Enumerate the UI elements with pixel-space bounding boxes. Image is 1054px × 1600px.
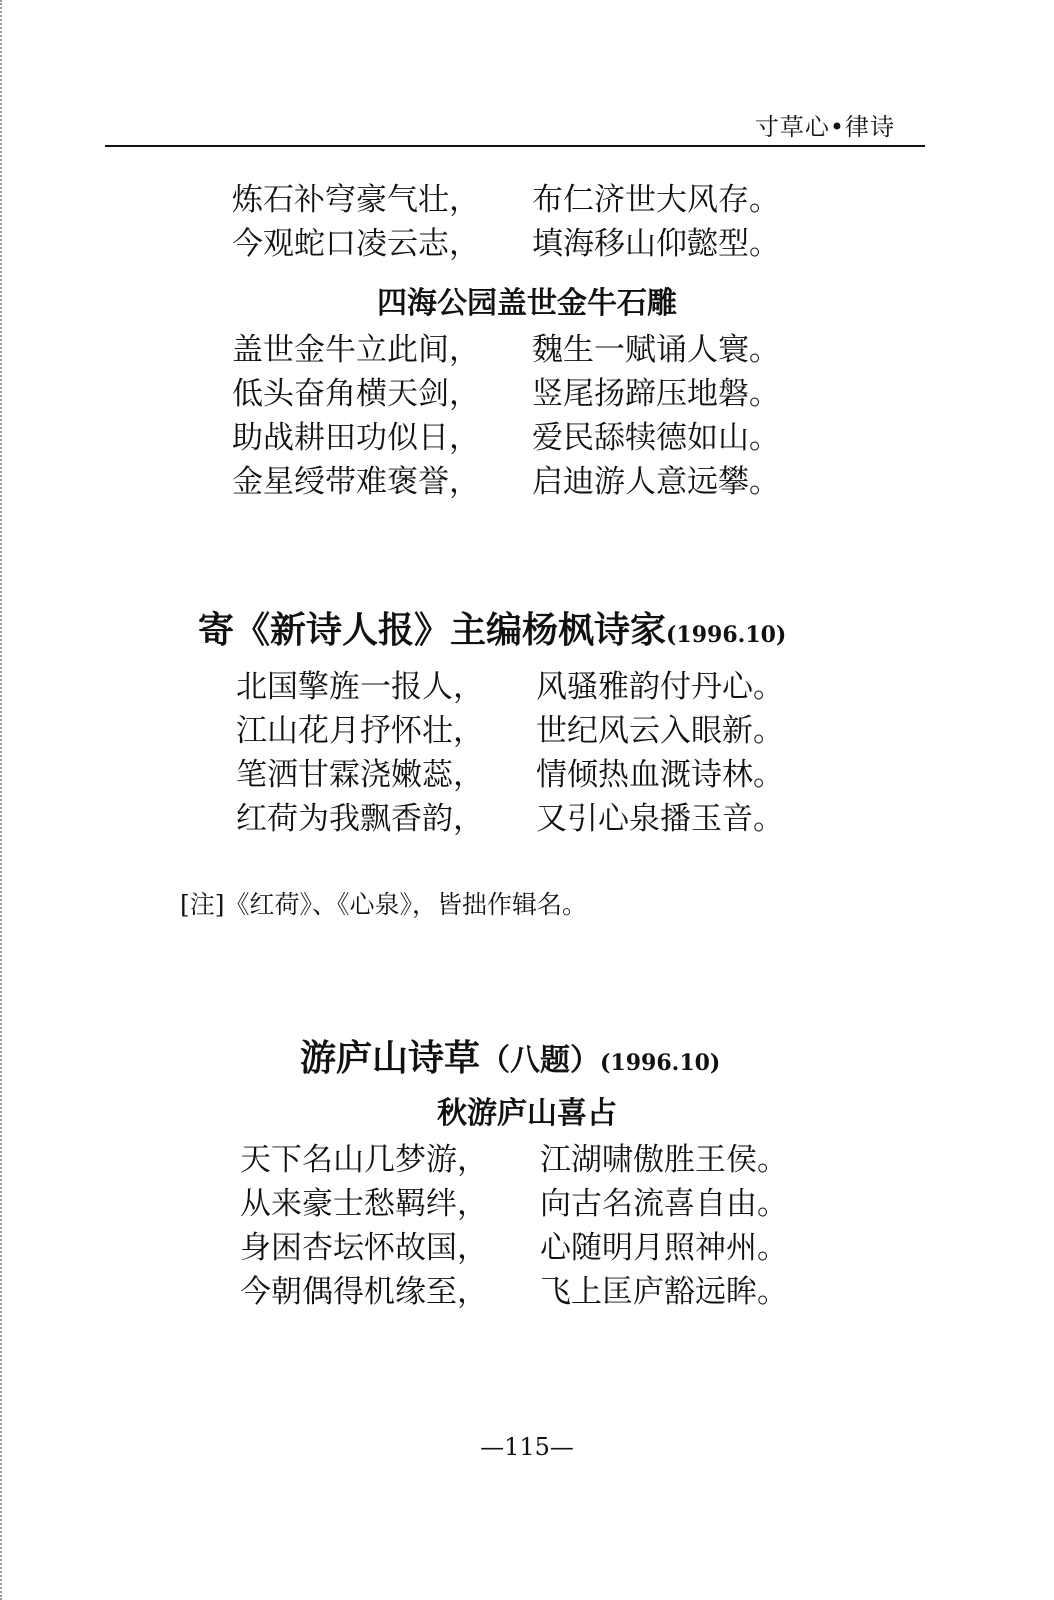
second-half-line: 风骚雅韵付丹心。 xyxy=(536,669,784,705)
poem-title xyxy=(198,602,786,653)
first-half-line: 金星绶带难褒誉， xyxy=(232,464,480,500)
poem-title-text: 游庐山诗草 xyxy=(300,1037,481,1079)
first-half-line: 笔洒甘霖浇嫩蕊， xyxy=(236,757,484,793)
poem-line xyxy=(0,797,1054,841)
poem-note: [注]《红荷》、《心泉》，皆拙作辑名。 xyxy=(180,890,588,919)
second-half-line: 心随明月照神州。 xyxy=(540,1230,788,1266)
first-half-line: 天下名山几梦游， xyxy=(240,1142,488,1178)
poem-line xyxy=(0,665,1054,709)
first-half-line: 今朝偶得机缘至， xyxy=(240,1274,488,1310)
second-half-line: 布仁济世大风存。 xyxy=(532,182,780,218)
top-poem xyxy=(0,178,1054,266)
poem-line xyxy=(0,416,1054,460)
poem-line xyxy=(0,222,1054,266)
poem-subtitle: 秋游庐山喜占 xyxy=(437,1096,617,1131)
poem-title-suffix: （八题） xyxy=(480,1043,601,1078)
second-half-line: 爱民舔犊德如山。 xyxy=(532,420,780,456)
first-half-line: 红荷为我飘香韵， xyxy=(236,801,484,837)
second-half-line: 填海移山仰懿型。 xyxy=(532,226,780,262)
poem-date: (1996.10) xyxy=(666,622,787,648)
poem-line xyxy=(0,460,1054,504)
first-half-line: 助战耕田功似日， xyxy=(232,420,480,456)
first-half-line: 北国擎旌一报人， xyxy=(236,669,484,705)
second-half-line: 情倾热血溉诗林。 xyxy=(536,757,784,793)
poem-line xyxy=(0,1270,1054,1314)
running-header xyxy=(105,103,925,147)
first-half-line: 低头奋角横天剑， xyxy=(232,376,480,412)
poem-line xyxy=(0,328,1054,372)
page-number: —115— xyxy=(480,1433,574,1461)
poem-line xyxy=(0,372,1054,416)
poem-line xyxy=(0,1138,1054,1182)
poem-title xyxy=(300,1030,720,1081)
first-half-line: 盖世金牛立此间， xyxy=(232,332,480,368)
poem-lushan xyxy=(0,1090,1054,1314)
poem-bull xyxy=(0,280,1054,504)
poem-line xyxy=(0,753,1054,797)
poem-subtitle: 四海公园盖世金牛石雕 xyxy=(377,286,677,321)
second-half-line: 又引心泉播玉音。 xyxy=(536,801,784,837)
running-title: 寸草心•律诗 xyxy=(754,113,895,141)
second-half-line: 飞上匡庐豁远眸。 xyxy=(540,1274,788,1310)
poem-title-text: 寄《新诗人报》主编杨枫诗家 xyxy=(198,609,667,651)
second-half-line: 向古名流喜自由。 xyxy=(540,1186,788,1222)
second-half-line: 江湖啸傲胜王侯。 xyxy=(540,1142,788,1178)
first-half-line: 身困杏坛怀故国， xyxy=(240,1230,488,1266)
first-half-line: 从来豪士愁羁绊， xyxy=(240,1186,488,1222)
poem-editor xyxy=(0,665,1054,841)
second-half-line: 竖尾扬蹄压地磐。 xyxy=(532,376,780,412)
first-half-line: 江山花月抒怀壮， xyxy=(236,713,484,749)
poem-line xyxy=(0,1182,1054,1226)
poem-line xyxy=(0,178,1054,222)
second-half-line: 世纪风云入眼新。 xyxy=(536,713,784,749)
poem-line xyxy=(0,709,1054,753)
second-half-line: 启迪游人意远攀。 xyxy=(532,464,780,500)
second-half-line: 魏生一赋诵人寰。 xyxy=(532,332,780,368)
first-half-line: 炼石补穹豪气壮， xyxy=(232,182,480,218)
first-half-line: 今观蛇口凌云志， xyxy=(232,226,480,262)
poem-line xyxy=(0,1226,1054,1270)
poem-date: (1996.10) xyxy=(600,1050,721,1076)
